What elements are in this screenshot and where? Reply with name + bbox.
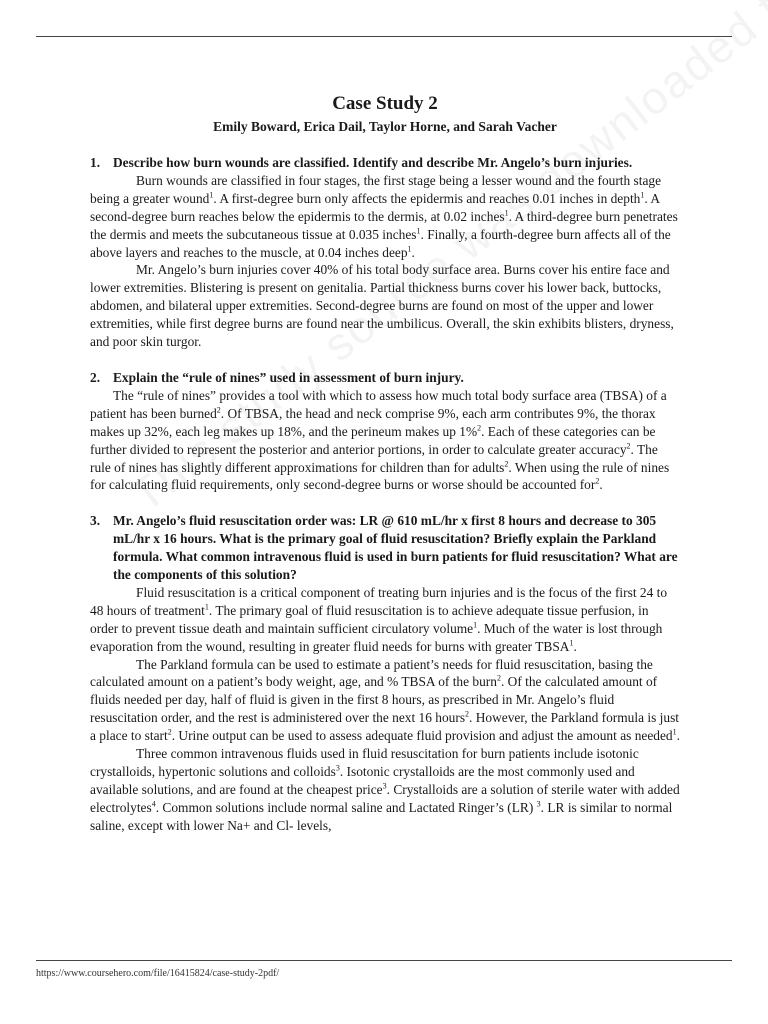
section-1 <box>90 154 680 351</box>
citation-superscript: 1 <box>504 208 509 218</box>
citation-superscript: 1 <box>416 226 421 236</box>
citation-superscript: 1 <box>640 190 645 200</box>
document-title: Case Study 2 <box>332 93 438 114</box>
paragraph-text: . Each of these categories can be further divided to represent the posterior and anterior portions, in order to calculate greater accuracy <box>90 423 656 457</box>
paragraph-text: . Crystalloids are a solution of sterile water with added electrolytes <box>90 781 680 815</box>
bottom-rule <box>36 960 732 961</box>
paragraph-text: . Common solutions include normal saline and Lactated Ringer’s (LR) <box>155 799 537 815</box>
citation-superscript: 1 <box>473 620 478 630</box>
citation-superscript: 1 <box>209 190 214 200</box>
question-heading <box>90 154 680 172</box>
paragraph-text: Fluid resuscitation is a critical component of treating burn injuries and is the focus of the first 24 to 48 hours of treatment <box>90 584 668 618</box>
paragraph-text: The Parkland formula can be used to estimate a patient’s needs for fluid resuscitation, basing the calculated amount on a patient’s body weight, age, and % TBSA of the burn <box>90 656 653 690</box>
paragraph-text: . <box>411 244 415 260</box>
paragraph-text: . When using the rule of nines for calculating fluid requirements, only second-degree burns or worse should be accounted for <box>90 459 670 493</box>
body-paragraph <box>90 745 680 835</box>
paragraph-text: . Of TBSA, the head and neck comprise 9%, each arm contributes 9%, the thorax makes up 32%, each leg makes up 18%, and the perineum makes up 1% <box>90 405 656 439</box>
document-page <box>90 92 680 835</box>
citation-superscript: 1 <box>204 602 209 612</box>
body-paragraph <box>90 584 680 656</box>
paragraph-text: . LR is similar to normal saline, except with lower Na+ and Cl- levels, <box>90 799 673 833</box>
citation-superscript: 2 <box>465 709 470 719</box>
top-rule <box>36 36 732 37</box>
citation-superscript: 2 <box>216 405 221 415</box>
paragraph-text: . <box>599 477 603 493</box>
paragraph-text: . Isotonic crystalloids are the most commonly used and available solutions, and are found at the cheapest price <box>90 764 635 797</box>
paragraph-text: . However, the Parkland formula is just a place to start <box>90 710 679 744</box>
citation-superscript: 4 <box>151 799 156 809</box>
paragraph-text: Mr. Angelo’s burn injuries cover 40% of his total body surface area. Burns cover his entire face and lower extremities. Blistering is present on genitalia. Partial thickness burns cover his lower back, buttocks, abdomen, and bilateral upper extremities. Second-degree burns are found on most of the upper and lower extremities, while first degree burns are found near the umbilicus. Overall, the skin exhibits blisters, dryness, and poor skin turgor. <box>90 262 674 350</box>
paragraph-text: . <box>676 728 680 744</box>
paragraph-text: . Urine output can be used to assess adequate fluid provision and adjust the amount as needed <box>171 728 673 744</box>
sections-container <box>90 154 680 835</box>
citation-superscript: 1 <box>569 638 574 648</box>
citation-superscript: 2 <box>167 727 172 737</box>
paragraph-text: Three common intravenous fluids used in fluid resuscitation for burn patients include isotonic crystalloids, hypertonic solutions and colloids <box>90 746 639 779</box>
question-heading <box>90 369 680 387</box>
citation-superscript: 1 <box>672 727 677 737</box>
question-number: 3. <box>90 513 101 529</box>
citation-superscript: 2 <box>477 423 482 433</box>
question-number: 2. <box>90 369 101 385</box>
citation-superscript: 2 <box>626 441 631 451</box>
paragraph-text: . Of the calculated amount of fluids needed per day, half of fluid is given in the first 8 hours, as prescribed in Mr. Angelo’s fluid resuscitation order, and the rest is administered over the next 16 hours <box>90 674 658 726</box>
question-text: Mr. Angelo’s fluid resuscitation order was: LR @ 610 mL/hr x first 8 hours and decrease to 305 mL/hr x 16 hours. What is the primary goal of fluid resuscitation? Briefly explain the Parkland formula. What common intravenous fluid is used in burn patients for fluid resuscitation? What are the components of this solution? <box>113 513 678 583</box>
paragraph-text: . Finally, a fourth-degree burn affects all of the above layers and reaches to the muscle, at 0.04 inches deep <box>90 226 671 260</box>
citation-superscript: 3 <box>536 799 541 809</box>
body-paragraph <box>90 387 680 494</box>
citation-superscript: 1 <box>407 244 412 254</box>
document-authors: Emily Boward, Erica Dail, Taylor Horne, and Sarah Vacher <box>213 119 557 134</box>
paragraph-text: . The primary goal of fluid resuscitation is to achieve adequate tissue perfusion, in order to prevent tissue death and maintain sufficient circulatory volume <box>90 602 649 636</box>
paragraph-text: . A second-degree burn reaches below the epidermis to the dermis, at 0.02 inches <box>90 190 660 224</box>
paragraph-text: The “rule of nines” provides a tool with which to assess how much total body surface area (TBSA) of a patient has been burned <box>90 387 667 421</box>
citation-superscript: 3 <box>335 763 340 773</box>
body-paragraph <box>90 172 680 262</box>
paragraph-text: . The rule of nines has slightly different approximations for children than for adults <box>90 441 658 475</box>
section-3 <box>90 512 680 834</box>
body-paragraph <box>90 656 680 746</box>
paragraph-text: . A first-degree burn only affects the epidermis and reaches 0.01 inches in depth <box>213 190 641 206</box>
citation-superscript: 2 <box>595 476 600 486</box>
question-text: Explain the “rule of nines” used in assessment of burn injury. <box>113 369 464 385</box>
citation-superscript: 2 <box>496 674 501 683</box>
paragraph-text: . Much of the water is lost through evaporation from the wound, resulting in greater fluid needs for burns with greater TBSA <box>90 620 663 654</box>
question-number: 1. <box>90 155 101 170</box>
footer-url[interactable]: https://www.coursehero.com/file/16415824/case-study-2pdf/ <box>36 968 280 979</box>
paragraph-text: . <box>573 638 577 654</box>
citation-superscript: 2 <box>504 459 509 469</box>
paragraph-text: . A third-degree burn penetrates the dermis and meets the subcutaneous tissue at 0.035 inches <box>90 208 678 242</box>
paragraph-text: Burn wounds are classified in four stages, the first stage being a lesser wound and the fourth stage being a greater wound <box>90 172 662 206</box>
section-2 <box>90 369 680 494</box>
body-paragraph <box>90 261 680 351</box>
question-heading <box>90 512 680 584</box>
citation-superscript: 3 <box>382 781 387 791</box>
question-text: Describe how burn wounds are classified. Identify and describe Mr. Angelo’s burn injuries. <box>113 155 633 170</box>
